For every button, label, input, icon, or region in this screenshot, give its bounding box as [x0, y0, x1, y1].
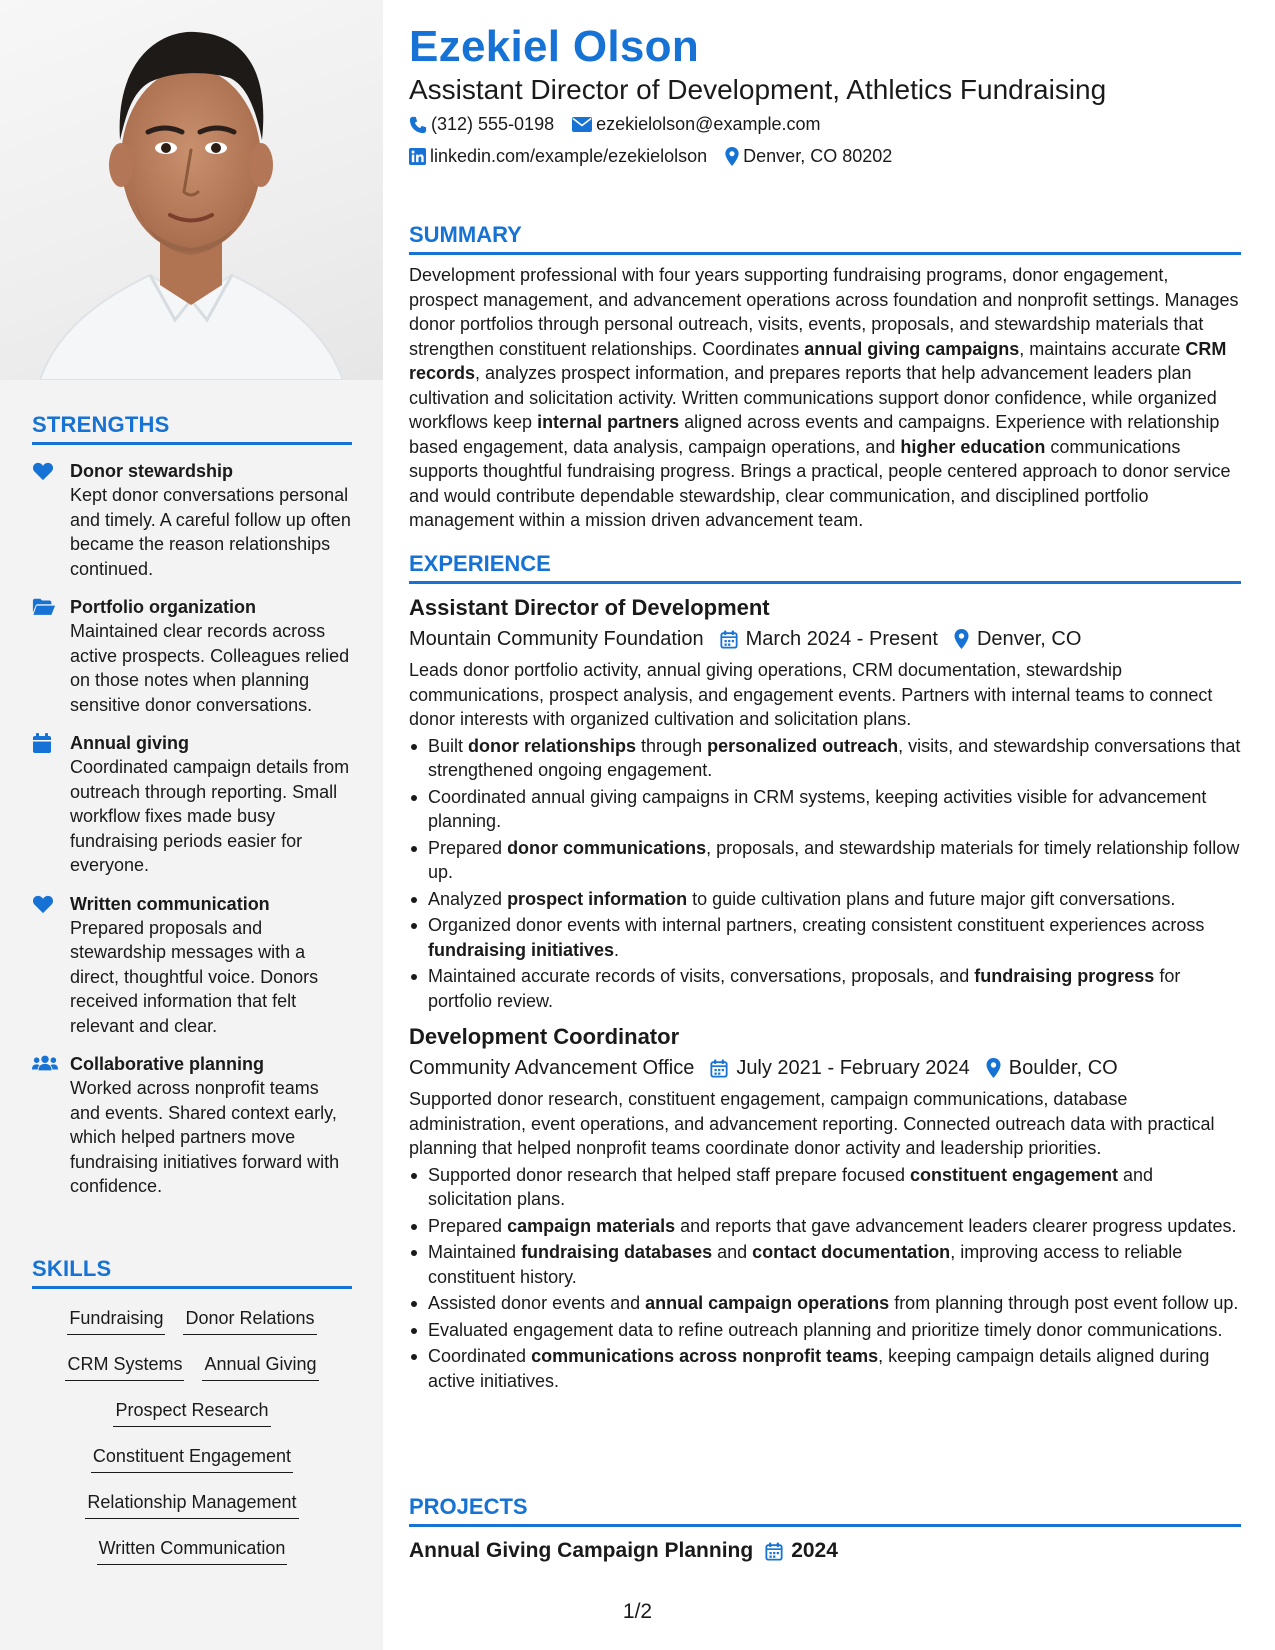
heart-icon	[32, 892, 70, 1039]
experience-heading: EXPERIENCE	[409, 551, 1241, 584]
job-description: Supported donor research, constituent engagement, campaign communications, database administration, event operations, and advancement reporting. Connected outreach data with practical planning that helped nonprofit teams coordinate donor activity and leadership priorities.	[409, 1089, 1215, 1158]
skill-tag: Constituent Engagement	[91, 1441, 293, 1473]
skill-row	[32, 1487, 352, 1519]
summary-section	[409, 222, 1241, 533]
bullet-item: Assisted donor events and annual campaign operations from planning through post event follow up.	[409, 1291, 1241, 1316]
skill-tag: Donor Relations	[183, 1303, 316, 1335]
calendar-icon	[720, 630, 738, 649]
bullet-item: Coordinated annual giving campaigns in CRM systems, keeping activities visible for advancement planning.	[409, 785, 1241, 834]
strength-title: Collaborative planning	[70, 1054, 265, 1074]
calendar-icon	[710, 1059, 728, 1078]
job-role: Assistant Director of Development	[409, 595, 770, 620]
skill-row	[32, 1533, 352, 1565]
job-description: Leads donor portfolio activity, annual giving operations, CRM documentation, stewardship communications, prospect analysis, and engagement events. Partners with internal teams to connect donor interests with organized cultivation and solicitation plans.	[409, 660, 1213, 729]
bullet-item: Maintained accurate records of visits, conversations, proposals, and fundraising progress for portfolio review.	[409, 964, 1241, 1013]
location-contact	[725, 146, 892, 167]
projects-section	[409, 1494, 1241, 1563]
job-location: Denver, CO	[954, 626, 1081, 652]
bullet-item: Coordinated communications across nonprofit teams, keeping campaign details aligned during active initiatives.	[409, 1344, 1241, 1393]
strength-item	[32, 892, 352, 1039]
strength-title: Annual giving	[70, 733, 189, 753]
skill-row	[32, 1395, 352, 1427]
job-dates: March 2024 - Present	[720, 626, 938, 652]
project-name: Annual Giving Campaign Planning	[409, 1539, 754, 1562]
skill-tag: Fundraising	[67, 1303, 165, 1335]
strength-text: Worked across nonprofit teams and events. Shared context early, which helped partners move fundraising initiatives forward with confidence.	[70, 1078, 340, 1196]
linkedin-icon	[409, 148, 426, 165]
strength-title: Written communication	[70, 893, 270, 914]
folder-open-icon	[32, 595, 70, 717]
phone-icon	[409, 116, 427, 134]
profile-photo	[0, 0, 383, 380]
calendar-icon	[765, 1542, 783, 1561]
users-icon	[32, 1052, 70, 1199]
envelope-icon	[572, 117, 592, 132]
strengths-heading: STRENGTHS	[32, 412, 352, 445]
strength-item	[32, 1052, 352, 1199]
job-bullets	[409, 1163, 1241, 1394]
email-text[interactable]: ezekielolson@example.com	[596, 114, 821, 134]
location-text: Denver, CO 80202	[743, 146, 893, 166]
skill-tag: CRM Systems	[65, 1349, 184, 1381]
strength-text: Coordinated campaign details from outreach through reporting. Small workflow fixes made busy fundraising periods easier for everyone.	[70, 757, 350, 875]
skills-section	[32, 1256, 352, 1565]
job-bullets	[409, 734, 1241, 1014]
bullet-item: Prepared campaign materials and reports that gave advancement leaders clearer progress updates.	[409, 1214, 1241, 1239]
strength-text: Maintained clear records across active prospects. Colleagues relied on those notes when planning sensitive donor conversations.	[70, 621, 350, 715]
job-location: Boulder, CO	[986, 1055, 1118, 1081]
contact-row	[409, 114, 838, 135]
job-org: Community Advancement Office	[409, 1057, 695, 1079]
email-contact[interactable]	[572, 114, 820, 135]
bullet-item: Prepared donor communications, proposals, and stewardship materials for timely relationship follow up.	[409, 836, 1241, 885]
map-pin-icon	[725, 147, 739, 166]
skill-tag: Prospect Research	[113, 1395, 270, 1427]
bullet-item: Built donor relationships through personalized outreach, visits, and stewardship conversations that strengthened ongoing engagement.	[409, 734, 1241, 783]
job-entry	[409, 594, 1241, 1013]
job-dates: July 2021 - February 2024	[710, 1055, 969, 1081]
linkedin-text[interactable]: linkedin.com/example/ezekielolson	[430, 146, 708, 166]
projects-heading: PROJECTS	[409, 1494, 1241, 1527]
candidate-title: Assistant Director of Development, Athletics Fundraising	[409, 74, 1107, 105]
job-role: Development Coordinator	[409, 1024, 680, 1049]
strength-item	[32, 731, 352, 878]
page-number: 1/2	[622, 1600, 653, 1623]
strength-item	[32, 595, 352, 717]
strengths-section	[32, 412, 352, 1199]
skill-row	[32, 1441, 352, 1473]
project-entry	[409, 1539, 1241, 1563]
bullet-item: Organized donor events with internal partners, creating consistent constituent experiences across fundraising initiatives.	[409, 913, 1241, 962]
phone-text: (312) 555-0198	[431, 114, 555, 134]
strength-title: Donor stewardship	[70, 461, 234, 481]
skill-tag: Written Communication	[97, 1533, 288, 1565]
job-meta	[409, 1055, 1241, 1081]
heart-icon	[32, 459, 70, 581]
portrait-illustration	[0, 0, 383, 380]
experience-section	[409, 551, 1241, 1395]
candidate-name: Ezekiel Olson	[409, 22, 700, 71]
map-pin-icon	[986, 1058, 1001, 1078]
summary-heading: SUMMARY	[409, 222, 1241, 255]
skill-tag: Relationship Management	[85, 1487, 298, 1519]
skills-heading: SKILLS	[32, 1256, 352, 1289]
map-pin-icon	[954, 629, 969, 649]
strength-text: Kept donor conversations personal and timely. A careful follow up often became the reason relationships continued.	[70, 485, 351, 579]
strength-title: Portfolio organization	[70, 597, 256, 617]
linkedin-contact[interactable]	[409, 146, 707, 167]
summary-text: Development professional with four years supporting fundraising programs, donor engagement, prospect management, and advancement operations across foundation and nonprofit settings. Manages donor portfolios through personal outreach, visits, events, proposals, and stewardship materials that strengthen constituent relationships. Coordinates annual giving campaigns, maintains accurate CRM records, analyzes prospect information, and prepares reports that help advancement leaders plan cultivation and solicitation activity. Written communications support donor confidence, while organized workflows keep internal partners aligned across events and campaigns. Experience with relationship based engagement, data analysis, campaign operations, and higher education communications supports thoughtful fundraising progress. Brings a practical, people centered approach to donor service and would contribute dependable stewardship, clear communication, and disciplined portfolio management within a mission driven advancement team.	[409, 265, 1239, 530]
bullet-item: Analyzed prospect information to guide cultivation plans and future major gift conversations.	[409, 887, 1241, 912]
contact-row	[409, 146, 910, 167]
strength-item	[32, 459, 352, 581]
calendar-icon	[32, 731, 70, 878]
project-year: 2024	[791, 1539, 838, 1562]
bullet-item: Supported donor research that helped staff prepare focused constituent engagement and solicitation plans.	[409, 1163, 1241, 1212]
skill-row	[32, 1349, 352, 1381]
strength-text: Prepared proposals and stewardship messages with a direct, thoughtful voice. Donors received information that felt relevant and clear.	[70, 917, 319, 1036]
job-meta	[409, 626, 1241, 652]
skill-row	[32, 1303, 352, 1335]
job-org: Mountain Community Foundation	[409, 628, 704, 650]
bullet-item: Maintained fundraising databases and contact documentation, improving access to reliable constituent history.	[409, 1240, 1241, 1289]
phone-contact	[409, 114, 554, 135]
sidebar	[0, 0, 383, 1650]
job-entry	[409, 1023, 1241, 1393]
bullet-item: Evaluated engagement data to refine outreach planning and prioritize timely donor communications.	[409, 1318, 1241, 1343]
skill-tag: Annual Giving	[202, 1349, 318, 1381]
